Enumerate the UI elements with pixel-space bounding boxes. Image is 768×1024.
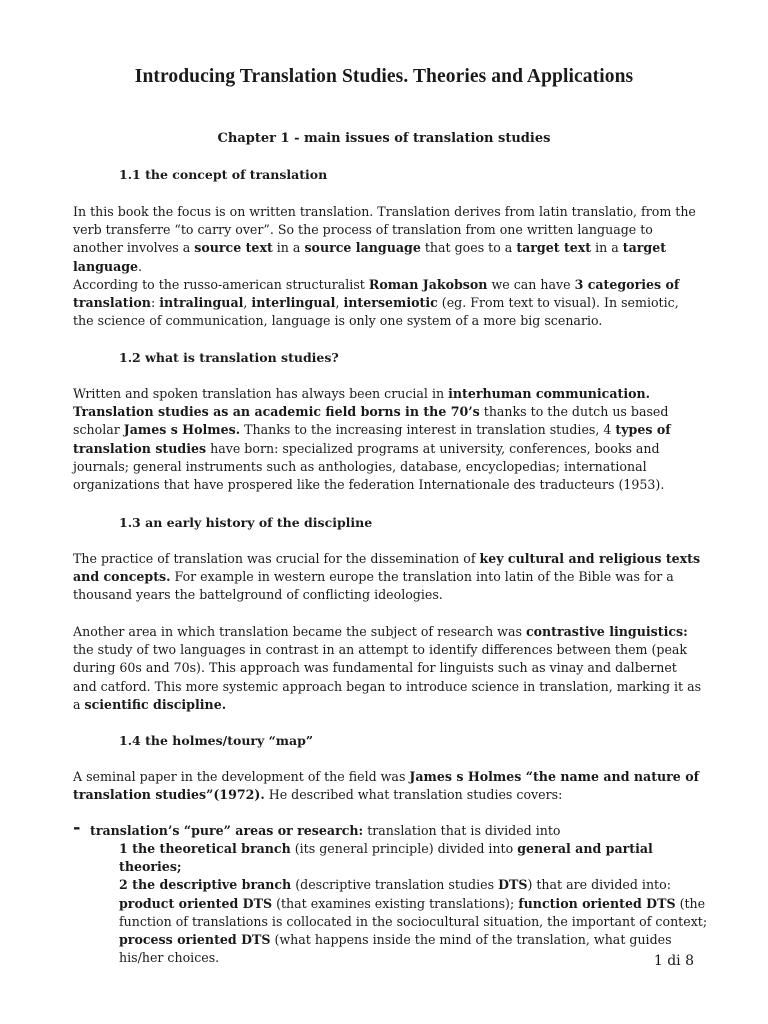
document-title: Introducing Translation Studies. Theories and Applications — [134, 66, 634, 87]
term-interhuman-communication: interhuman communication. Translation studies as an academic field borns in the 70’s — [73, 386, 651, 420]
section-heading-1-2: 1.2 what is translation studies? — [119, 350, 339, 365]
bullet-marker: - — [73, 817, 81, 838]
term-function-oriented-dts: function oriented DTS — [518, 895, 676, 911]
text-run: , — [243, 295, 252, 311]
text-run: , — [335, 295, 344, 311]
term-descriptive-branch: 2 the descriptive branch — [119, 877, 292, 893]
bullet-item-pure-areas — [90, 822, 700, 840]
term-intersemiotic: intersemiotic — [343, 295, 438, 311]
term-holmes-paper: James s Holmes “the name and nature of translation studies”(1972). — [73, 769, 700, 803]
text-run: : — [150, 295, 160, 311]
term-interlingual: interlingual — [251, 295, 336, 311]
text-run: that goes to a — [420, 240, 517, 256]
term-source-language: source language — [304, 240, 421, 256]
text-run: in a — [591, 240, 623, 256]
text-run: Another area in which translation became the subject of research was — [73, 624, 526, 639]
term-types-of-translation-studies: types of translation studies — [73, 422, 671, 456]
term-target-language: target language — [73, 240, 667, 274]
text-run: ) that are divided into: — [527, 877, 671, 893]
term-pure-areas: translation’s “pure” areas or research: — [90, 823, 364, 838]
section-heading-1-1: 1.1 the concept of translation — [119, 167, 328, 182]
text-run: (the function of translations is collocated in the sociocultural situation, the important of context; — [119, 895, 708, 929]
term-general-partial-theories: general and partial theories; — [119, 841, 653, 875]
term-theoretical-branch: 1 the theoretical branch — [119, 841, 291, 856]
text-run: A seminal paper in the development of the field was — [73, 769, 410, 784]
text-run: (what happens inside the mind of the translation, what guides his/her choices. — [119, 932, 672, 966]
term-dts: DTS — [498, 877, 528, 893]
bullet-sub-branches — [119, 840, 709, 967]
chapter-heading: Chapter 1 - main issues of translation studies — [217, 131, 551, 146]
text-run: (its general principle) divided into — [290, 841, 518, 856]
text-run: we can have — [487, 277, 575, 292]
paragraph-what-is-translation-studies — [73, 385, 703, 494]
text-run: (that examines existing translations); — [272, 895, 519, 911]
paragraph-contrastive-linguistics — [73, 623, 703, 714]
term-key-cultural-texts: key cultural and religious texts and concepts. — [73, 551, 701, 585]
text-run: The practice of translation was crucial for the dissemination of — [73, 551, 480, 566]
term-intralingual: intralingual — [159, 295, 244, 311]
text-run: In this book the focus is on written translation. Translation derives from latin translatio, from the verb transferre “to carry over”. So the process of translation from one written language to another involves a — [73, 204, 696, 256]
text-run: translation that is divided into — [363, 823, 561, 838]
term-contrastive-linguistics: contrastive linguistics: — [525, 624, 688, 639]
text-run: (eg. From text to visual). In semiotic, the science of communication, language is only one system of a more big scenario. — [73, 295, 679, 329]
text-run: . — [138, 258, 143, 274]
section-heading-1-4: 1.4 the holmes/toury “map” — [119, 733, 314, 748]
term-roman-jakobson: Roman Jakobson — [368, 277, 488, 292]
paragraph-holmes-map — [73, 768, 703, 804]
text-run: Written and spoken translation has always been crucial in — [73, 386, 449, 401]
text-run: According to the russo-american structuralist — [73, 277, 369, 292]
term-scientific-discipline: scientific discipline. — [84, 696, 227, 712]
term-target-text: target text — [516, 240, 592, 256]
term-product-oriented-dts: product oriented DTS — [119, 895, 273, 911]
text-run: the study of two languages in contrast in an attempt to identify differences between them (peak during 60s and 70s). This approach was fundamental for linguists such as vinay and dalbernet and catford. This more systemic approach began to introduce science in translation, marking it as a — [73, 642, 702, 712]
paragraph-concept-of-translation — [73, 203, 703, 276]
text-run: (descriptive translation studies — [291, 877, 499, 893]
section-heading-1-3: 1.3 an early history of the discipline — [119, 515, 373, 530]
text-run: For example in western europe the translation into latin of the Bible was for a thousand years the battelground of conflicting ideologies. — [73, 569, 674, 603]
page-number: 1 di 8 — [653, 953, 694, 969]
text-run: He described what translation studies covers: — [264, 787, 563, 803]
term-james-holmes: James s Holmes. — [123, 422, 241, 438]
term-process-oriented-dts: process oriented DTS — [119, 932, 271, 948]
term-source-text: source text — [194, 240, 273, 256]
text-run: Thanks to the increasing interest in translation studies, 4 — [240, 422, 616, 438]
term-3-categories: 3 categories of translation — [73, 277, 680, 311]
paragraph-early-history — [73, 550, 703, 605]
text-run: have born: specialized programs at university, conferences, books and journals; general instruments such as anthologies, database, encyclopedias; international organizations that have prospered like the federation Internationale des traducteurs (1953). — [73, 440, 665, 493]
paragraph-jakobson-categories — [73, 276, 703, 331]
text-run: in a — [272, 240, 305, 256]
text-run: thanks to the dutch us based scholar — [73, 404, 669, 438]
